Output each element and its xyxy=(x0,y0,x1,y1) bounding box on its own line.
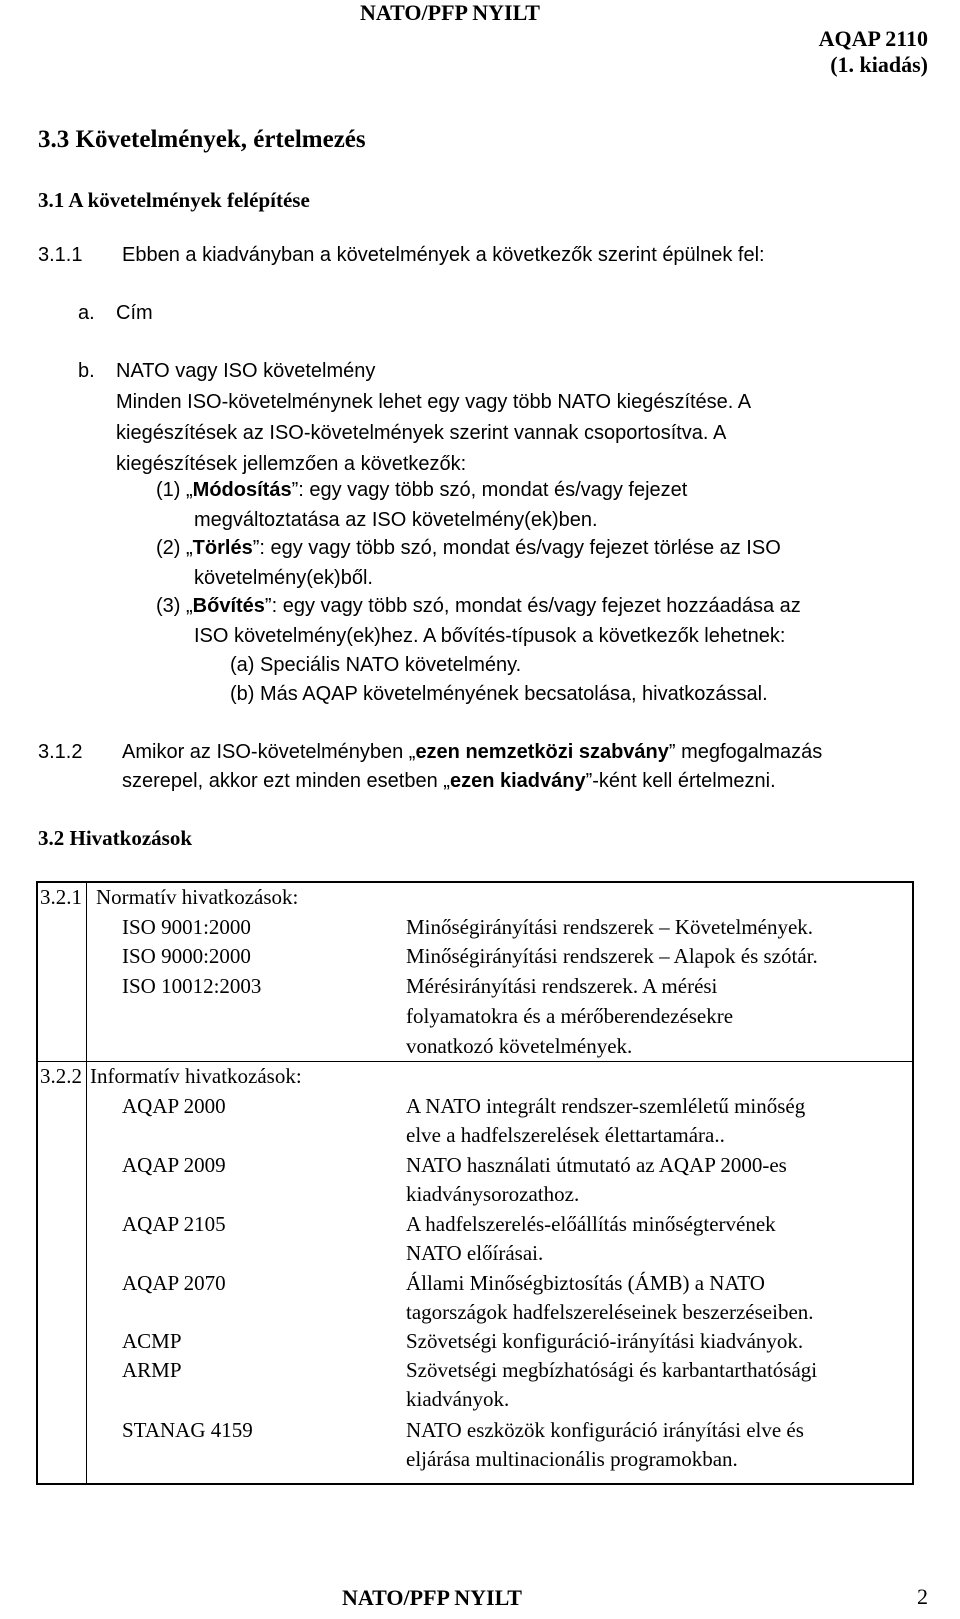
normative-number: 3.2.1 xyxy=(40,885,82,909)
item-b-line: kiegészítések jellemzően a következők: xyxy=(116,453,467,475)
reference-description: A hadfelszerelés-előállítás minőségtervének xyxy=(406,1212,776,1236)
para-3-1-2-number: 3.1.2 xyxy=(38,741,83,763)
modification-1-line2: megváltoztatása az ISO követelmény(ek)ben. xyxy=(194,509,598,531)
para-3-1-2-emphasis: ezen kiadvány xyxy=(449,770,586,792)
modification-3-term: Bővítés xyxy=(192,595,265,617)
item-a-letter: a. xyxy=(78,302,95,324)
modification-2-num: (2) „ xyxy=(156,537,193,559)
item-b-line: kiegészítések az ISO-követelmények szerint vannak csoportosítva. A xyxy=(116,422,727,444)
para-3-1-2-line2 xyxy=(122,770,776,793)
reference-description: Mérésirányítási rendszerek. A mérési xyxy=(406,974,718,998)
modification-2 xyxy=(156,537,781,560)
modification-3 xyxy=(156,595,801,618)
normative-label: Normatív hivatkozások: xyxy=(96,885,299,909)
extension-type-b: (b) Más AQAP követelményének becsatolása, hivatkozással. xyxy=(230,683,768,705)
heading-main: 3.3 Követelmények, értelmezés xyxy=(38,126,366,153)
informative-number: 3.2.2 xyxy=(40,1064,82,1088)
footer-page-number: 2 xyxy=(917,1584,928,1609)
para-3-1-2-line1 xyxy=(122,741,822,764)
reference-description: Minőségirányítási rendszerek – Követelmények. xyxy=(406,915,814,939)
reference-code: AQAP 2105 xyxy=(122,1212,226,1236)
table-row-divider xyxy=(36,1061,914,1062)
item-a-text: Cím xyxy=(116,302,153,324)
reference-description: vonatkozó követelmények. xyxy=(406,1034,633,1058)
header-doc-id: AQAP 2110 xyxy=(818,26,928,51)
table-bottom-border xyxy=(36,1483,914,1485)
reference-description: Szövetségi konfiguráció-irányítási kiadványok. xyxy=(406,1329,804,1353)
reference-description: kiadványok. xyxy=(406,1387,510,1411)
table-top-border xyxy=(36,881,914,883)
para-3-1-2-text: ”-ként kell értelmezni. xyxy=(585,770,776,792)
table-left-border xyxy=(36,881,38,1485)
reference-code: AQAP 2000 xyxy=(122,1094,226,1118)
reference-code: ARMP xyxy=(122,1358,182,1382)
modification-3-num: (3) „ xyxy=(156,595,193,617)
modification-2-term: Törlés xyxy=(192,537,253,559)
reference-code: STANAG 4159 xyxy=(122,1418,253,1442)
para-3-1-2-text: szerepel, akkor ezt minden esetben „ xyxy=(122,770,450,792)
heading-3-1: 3.1 A követelmények felépítése xyxy=(38,188,310,212)
table-right-border xyxy=(912,881,914,1485)
modification-2-rest: ”: egy vagy több szó, mondat és/vagy fejezet törlése az ISO xyxy=(252,537,781,559)
reference-description: elve a hadfelszerelések élettartamára.. xyxy=(406,1123,725,1147)
reference-description: eljárása multinacionális programokban. xyxy=(406,1447,738,1471)
item-b-letter: b. xyxy=(78,360,95,382)
heading-3-2: 3.2 Hivatkozások xyxy=(38,826,193,850)
reference-code: ISO 9001:2000 xyxy=(122,915,251,939)
reference-code: AQAP 2070 xyxy=(122,1271,226,1295)
reference-description: Szövetségi megbízhatósági és karbantarthatósági xyxy=(406,1358,818,1382)
reference-description: tagországok hadfelszereléseinek beszerzéseiben. xyxy=(406,1300,814,1324)
reference-code: ISO 10012:2003 xyxy=(122,974,262,998)
reference-description: NATO használati útmutató az AQAP 2000-es xyxy=(406,1153,787,1177)
footer-classification: NATO/PFP NYILT xyxy=(342,1585,522,1610)
item-b-line: Minden ISO-követelménynek lehet egy vagy több NATO kiegészítése. A xyxy=(116,391,752,413)
modification-1-term: Módosítás xyxy=(192,479,292,501)
para-3-1-1-number: 3.1.1 xyxy=(38,244,83,266)
reference-code: ISO 9000:2000 xyxy=(122,944,251,968)
reference-code: ACMP xyxy=(122,1329,182,1353)
modification-1 xyxy=(156,479,687,502)
reference-description: A NATO integrált rendszer-szemléletű minőség xyxy=(406,1094,806,1118)
para-3-1-2-text: Amikor az ISO-követelményben „ xyxy=(122,741,416,763)
reference-code: AQAP 2009 xyxy=(122,1153,226,1177)
modification-2-line2: követelmény(ek)ből. xyxy=(194,567,373,589)
para-3-1-1-text: Ebben a kiadványban a követelmények a következők szerint épülnek fel: xyxy=(122,244,765,266)
reference-description: Állami Minőségbiztosítás (ÁMB) a NATO xyxy=(406,1271,765,1295)
modification-1-rest: ”: egy vagy több szó, mondat és/vagy fejezet xyxy=(291,479,688,501)
para-3-1-2-text: ” megfogalmazás xyxy=(668,741,823,763)
reference-description: Minőségirányítási rendszerek – Alapok és szótár. xyxy=(406,944,818,968)
modification-1-num: (1) „ xyxy=(156,479,193,501)
reference-description: folyamatokra és a mérőberendezésekre xyxy=(406,1004,734,1028)
header-classification: NATO/PFP NYILT xyxy=(360,0,540,25)
informative-label: Informatív hivatkozások: xyxy=(90,1064,302,1088)
reference-description: NATO előírásai. xyxy=(406,1241,544,1265)
extension-type-a: (a) Speciális NATO követelmény. xyxy=(230,654,522,676)
table-column-divider xyxy=(86,881,87,1485)
header-edition: (1. kiadás) xyxy=(830,52,928,77)
reference-description: kiadványsorozathoz. xyxy=(406,1182,580,1206)
modification-3-rest: ”: egy vagy több szó, mondat és/vagy fejezet hozzáadása az xyxy=(264,595,801,617)
para-3-1-2-emphasis: ezen nemzetközi szabvány xyxy=(415,741,669,763)
item-b-title: NATO vagy ISO követelmény xyxy=(116,360,376,382)
reference-description: NATO eszközök konfiguráció irányítási elve és xyxy=(406,1418,804,1442)
modification-3-line2: ISO követelmény(ek)hez. A bővítés-típusok a következők lehetnek: xyxy=(194,625,786,647)
